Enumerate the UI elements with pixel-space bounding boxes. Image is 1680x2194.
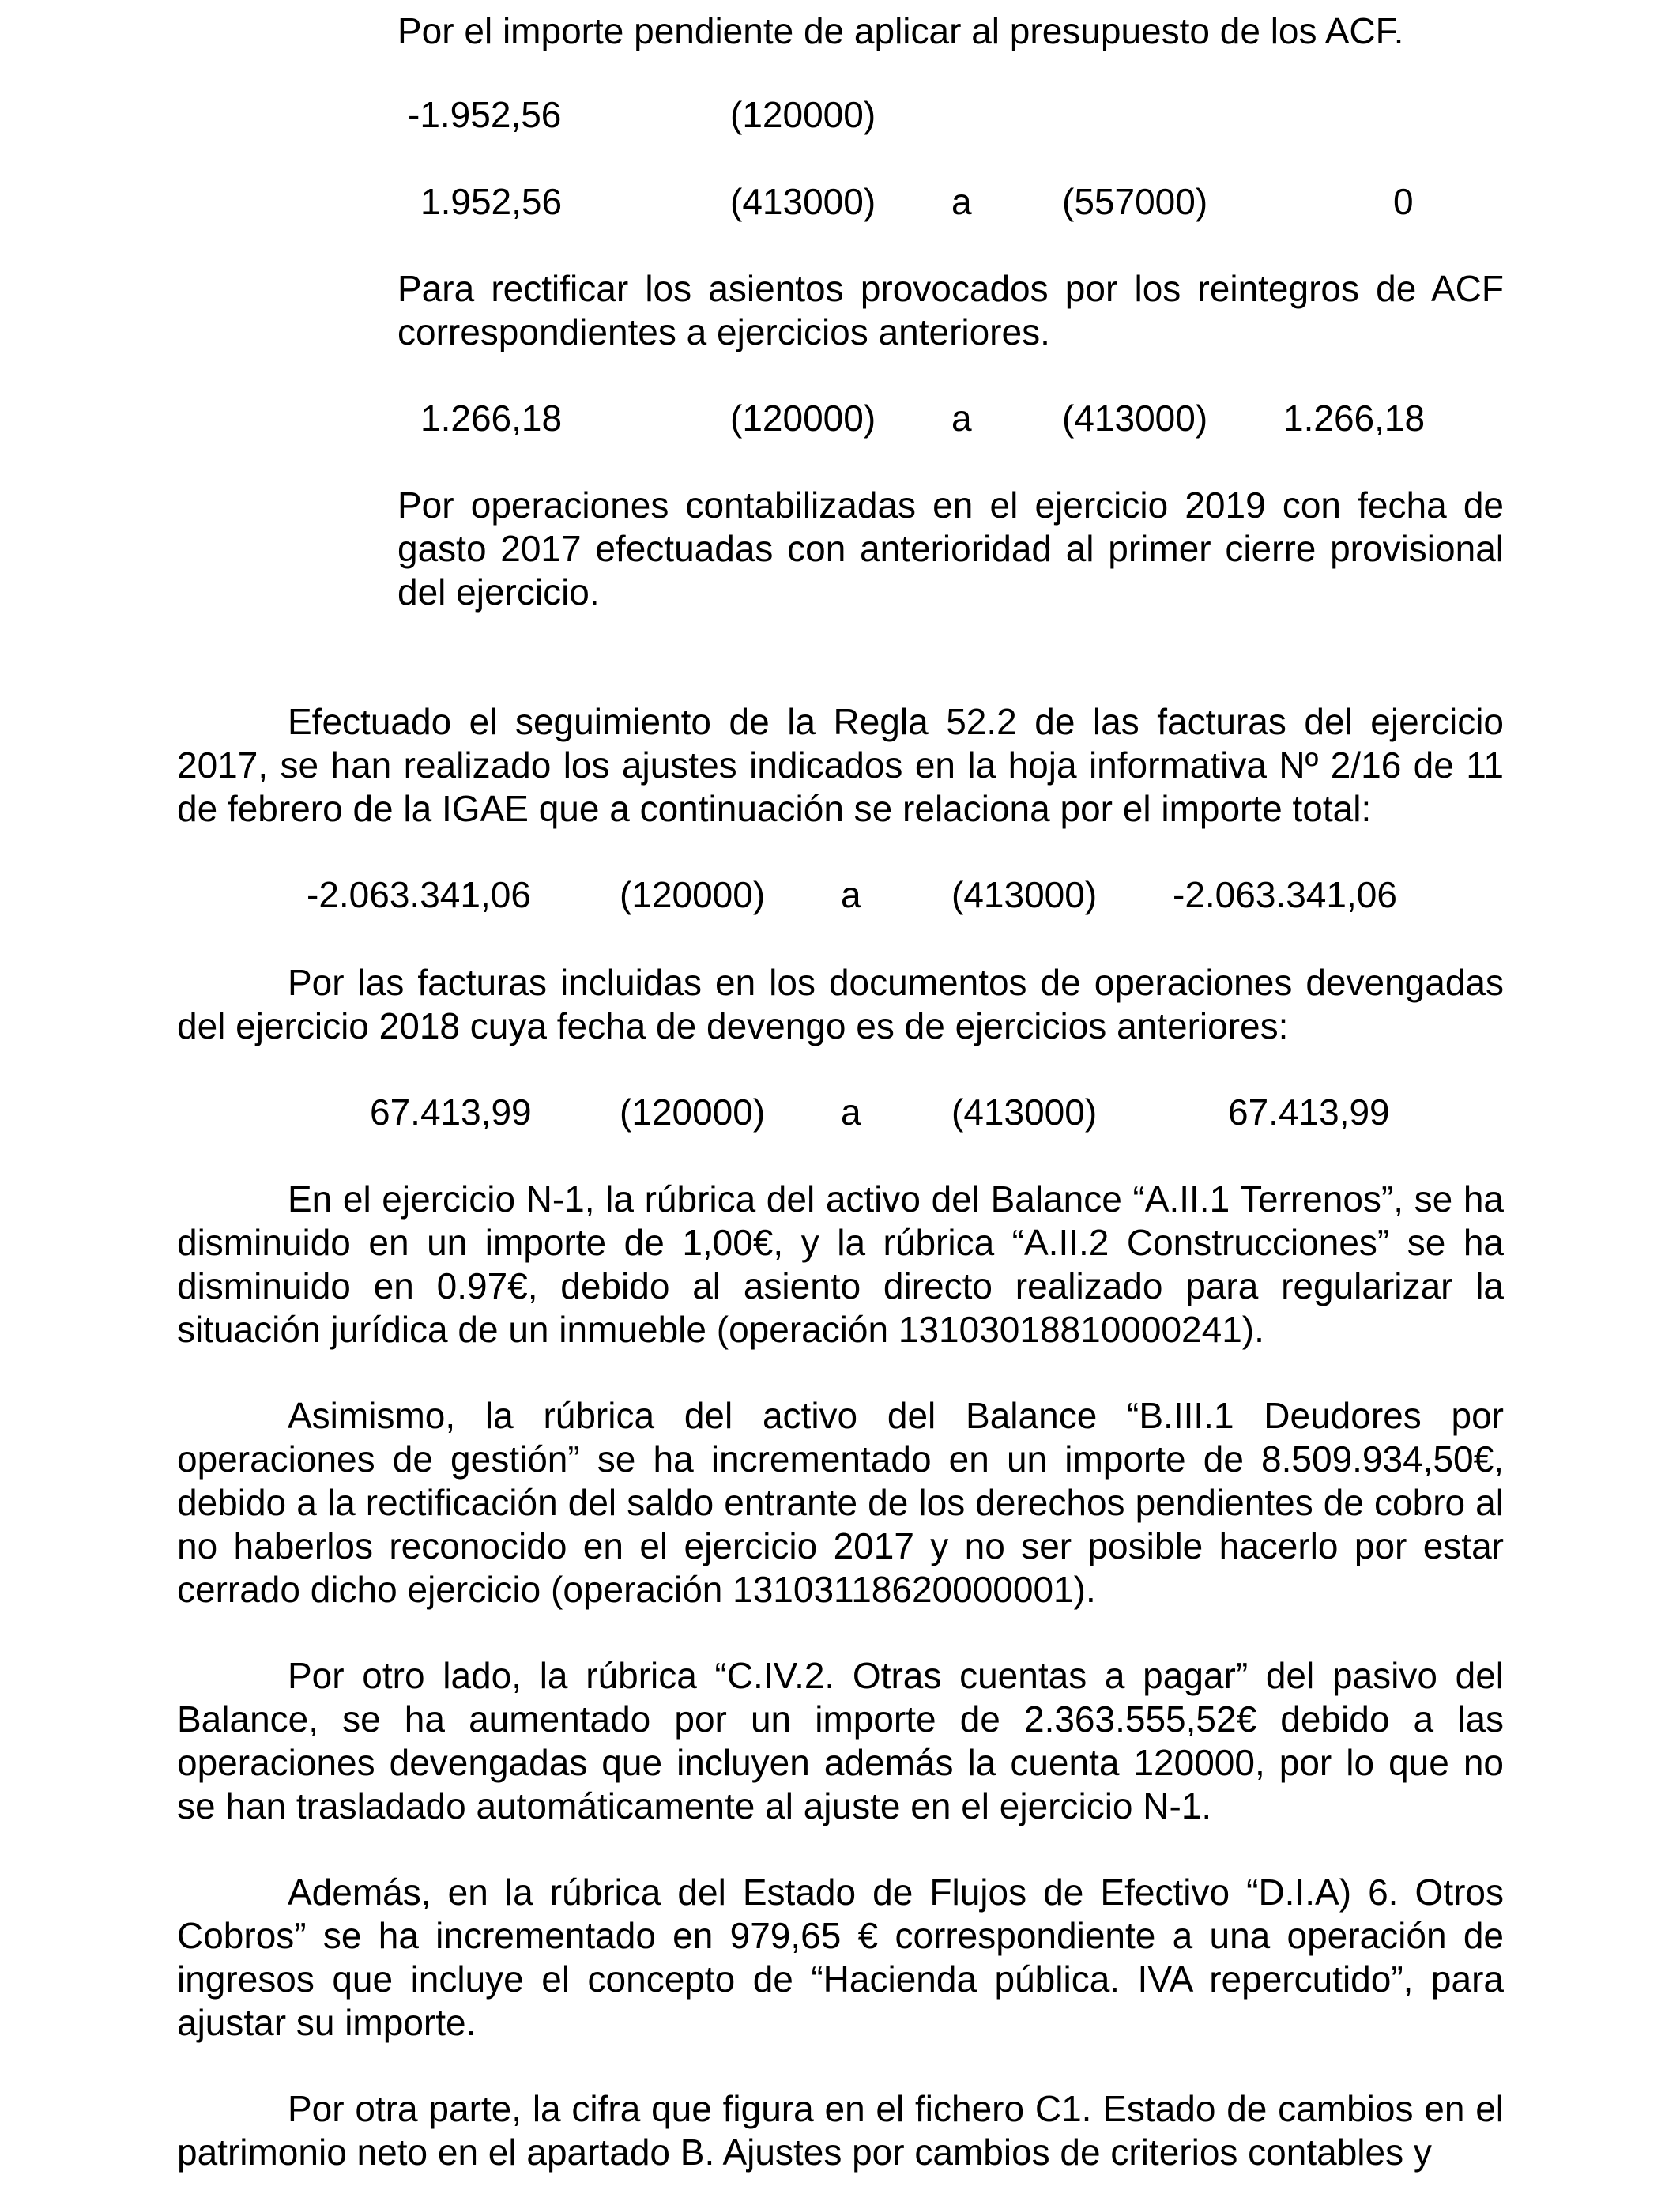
entry-result: 1.266,18 [1283, 398, 1426, 439]
accounting-entry [0, 1091, 1680, 1134]
entry-credit-account: (413000) [951, 874, 1098, 915]
paragraph-acf-pending: Por el importe pendiente de aplicar al presupuesto de los ACF. [397, 10, 1404, 51]
entry-debit-account: (120000) [730, 94, 876, 135]
entry-connector: a [841, 1091, 861, 1133]
entry-connector: a [951, 398, 972, 439]
paragraph-flujos: Además, en la rúbrica del Estado de Flujos de Efectivo “D.I.A) 6. Otros Cobros” se ha incrementado en 979,65 € correspondiente a una operación de ingresos que incluye el concepto de “Hacienda pública. IVA repercutido”, para ajustar su importe. [177, 1872, 1504, 2043]
entry-amount: -2.063.341,06 [307, 874, 531, 915]
paragraph-deudores: Asimismo, la rúbrica del activo del Balance “B.III.1 Deudores por operaciones de gestión” se ha incrementado en un importe de 8.509.934,50€, debido a la rectificación del saldo entrante de los derechos pendientes de cobro al no haberlos reconocido en el ejercicio 2017 y no ser posible hacerlo por estar cerrado dicho ejercicio (operación 13103118620000001). [177, 1395, 1504, 1610]
entry-amount: -1.952,56 [408, 94, 562, 135]
accounting-entry [0, 873, 1680, 917]
entry-debit-account: (120000) [730, 398, 876, 439]
paragraph-facturas: Por las facturas incluidas en los documentos de operaciones devengadas del ejercicio 2018 cuya fecha de devengo es de ejercicios anteriores: [177, 962, 1504, 1046]
accounting-entry [0, 93, 1680, 137]
entry-debit-account: (413000) [730, 181, 876, 222]
entry-connector: a [841, 874, 861, 915]
entry-result: -2.063.341,06 [1173, 874, 1397, 915]
entry-credit-account: (557000) [1062, 181, 1208, 222]
entry-debit-account: (120000) [620, 1091, 766, 1133]
entry-amount: 67.413,99 [370, 1091, 532, 1133]
paragraph-cifra: Por otra parte, la cifra que figura en el fichero C1. Estado de cambios en el patrimonio neto en el apartado B. Ajustes por cambios de criterios contables y [177, 2088, 1504, 2173]
accounting-entry [0, 180, 1680, 224]
entry-credit-account: (413000) [951, 1091, 1098, 1133]
entry-debit-account: (120000) [620, 874, 766, 915]
accounting-entry [0, 397, 1680, 440]
entry-amount: 1.952,56 [420, 181, 563, 222]
entry-result: 0 [1393, 181, 1414, 222]
paragraph-regla: Efectuado el seguimiento de la Regla 52.2 de las facturas del ejercicio 2017, se han realizado los ajustes indicados en la hoja informativa Nº 2/16 de 11 de febrero de la IGAE que a continuación se relaciona por el importe total: [177, 701, 1504, 829]
entry-credit-account: (413000) [1062, 398, 1208, 439]
entry-connector: a [951, 181, 972, 222]
paragraph-otras-cuentas: Por otro lado, la rúbrica “C.IV.2. Otras cuentas a pagar” del pasivo del Balance, se ha aumentado por un importe de 2.363.555,52€ debido a las operaciones devengadas que incluyen además la cuenta 120000, por lo que no se han trasladado automáticamente al ajuste en el ejercicio N-1. [177, 1655, 1504, 1826]
paragraph-rectify: Para rectificar los asientos provocados por los reintegros de ACF correspondientes a ejercicios anteriores. [397, 268, 1504, 352]
paragraph-terrenos: En el ejercicio N-1, la rúbrica del activo del Balance “A.II.1 Terrenos”, se ha disminuido en un importe de 1,00€, y la rúbrica “A.II.2 Construcciones” se ha disminuido en 0.97€, debido al asiento directo realizado para regularizar la situación jurídica de un inmueble (operación 13103018810000241). [177, 1178, 1504, 1350]
entry-result: 67.413,99 [1228, 1091, 1390, 1133]
paragraph-operations-2019: Por operaciones contabilizadas en el ejercicio 2019 con fecha de gasto 2017 efectuadas con anterioridad al primer cierre provisional del ejercicio. [397, 484, 1504, 613]
entry-amount: 1.266,18 [420, 398, 563, 439]
